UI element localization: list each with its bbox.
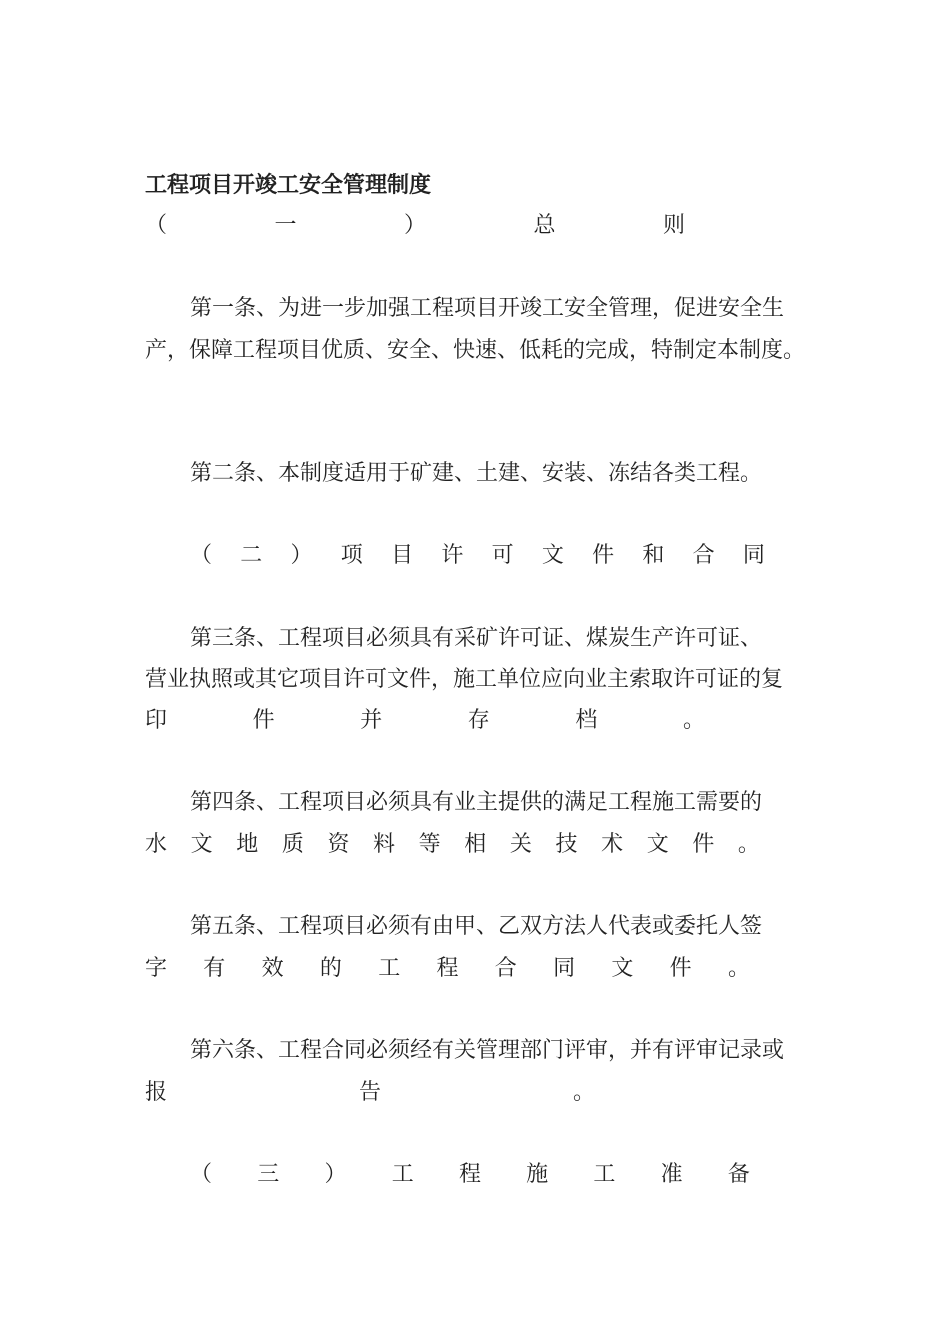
- glyph: 相: [464, 832, 487, 857]
- glyph: 件: [252, 708, 275, 733]
- glyph: 项: [340, 543, 363, 568]
- glyph: 许: [441, 543, 464, 568]
- glyph: 字: [145, 956, 168, 981]
- glyph: 工: [391, 1162, 414, 1187]
- glyph: 并: [360, 708, 383, 733]
- glyph: 档: [575, 708, 598, 733]
- section-heading-permits: [190, 540, 765, 572]
- glyph: 三: [257, 1162, 280, 1187]
- glyph: 水: [145, 832, 168, 857]
- glyph: （: [145, 213, 168, 238]
- article-6-line-1: 第六条、工程合同必须经有关管理部门评审，并有评审记录或: [190, 1038, 785, 1063]
- article-1-line-1: 第一条、为进一步加强工程项目开竣工安全管理，促进安全生: [190, 296, 785, 321]
- glyph: 件: [592, 543, 615, 568]
- glyph: 技: [555, 832, 578, 857]
- glyph: 程: [436, 956, 459, 981]
- glyph: （: [190, 1162, 213, 1187]
- article-3-line-3: [145, 705, 705, 737]
- glyph: （: [190, 543, 213, 568]
- glyph: 地: [236, 832, 259, 857]
- glyph: 合: [494, 956, 517, 981]
- article-5-line-2: [145, 953, 750, 985]
- glyph: 文: [611, 956, 634, 981]
- glyph: 报: [145, 1080, 168, 1105]
- glyph: 则: [662, 213, 685, 238]
- glyph: 。: [572, 1080, 595, 1105]
- glyph: 可: [491, 543, 514, 568]
- glyph: 术: [601, 832, 624, 857]
- glyph: 告: [358, 1080, 381, 1105]
- glyph: ）: [403, 213, 426, 238]
- article-3-line-2: 营业执照或其它项目许可文件，施工单位应向业主索取许可证的复: [145, 667, 784, 692]
- glyph: 。: [682, 708, 705, 733]
- glyph: 文: [646, 832, 669, 857]
- article-6-line-2: [145, 1077, 595, 1109]
- glyph: 有: [203, 956, 226, 981]
- article-4-line-2: [145, 829, 760, 861]
- glyph: 一: [274, 213, 297, 238]
- glyph: 施: [526, 1162, 549, 1187]
- glyph: 工: [593, 1162, 616, 1187]
- glyph: 同: [742, 543, 765, 568]
- glyph: 资: [327, 832, 350, 857]
- glyph: 准: [660, 1162, 683, 1187]
- article-4-line-1: 第四条、工程项目必须具有业主提供的满足工程施工需要的: [190, 790, 763, 815]
- glyph: 合: [692, 543, 715, 568]
- glyph: 文: [541, 543, 564, 568]
- glyph: 效: [261, 956, 284, 981]
- article-2-line-1: 第二条、本制度适用于矿建、土建、安装、冻结各类工程。: [190, 461, 763, 486]
- article-5-line-1: 第五条、工程项目必须有由甲、乙双方法人代表或委托人签: [190, 914, 763, 939]
- section-heading-preparation: [190, 1159, 750, 1191]
- glyph: 工: [378, 956, 401, 981]
- glyph: 和: [642, 543, 665, 568]
- glyph: ）: [290, 543, 313, 568]
- glyph: 文: [190, 832, 213, 857]
- glyph: 。: [737, 832, 760, 857]
- glyph: 同: [553, 956, 576, 981]
- document-title: 工程项目开竣工安全管理制度: [145, 173, 432, 198]
- glyph: 件: [692, 832, 715, 857]
- glyph: 目: [391, 543, 414, 568]
- glyph: 关: [509, 832, 532, 857]
- glyph: 备: [727, 1162, 750, 1187]
- glyph: ）: [324, 1162, 347, 1187]
- section-heading-general: [145, 210, 685, 242]
- article-3-line-1: 第三条、工程项目必须具有采矿许可证、煤炭生产许可证、: [190, 626, 763, 651]
- glyph: 等: [418, 832, 441, 857]
- glyph: 件: [669, 956, 692, 981]
- glyph: 存: [467, 708, 490, 733]
- glyph: 质: [281, 832, 304, 857]
- glyph: 程: [458, 1162, 481, 1187]
- glyph: 二: [240, 543, 263, 568]
- glyph: 。: [727, 956, 750, 981]
- glyph: 总: [533, 213, 556, 238]
- article-1-line-2: 产，保障工程项目优质、安全、快速、低耗的完成，特制定本制度。: [145, 338, 806, 363]
- glyph: 印: [145, 708, 168, 733]
- glyph: 的: [319, 956, 342, 981]
- glyph: 料: [373, 832, 396, 857]
